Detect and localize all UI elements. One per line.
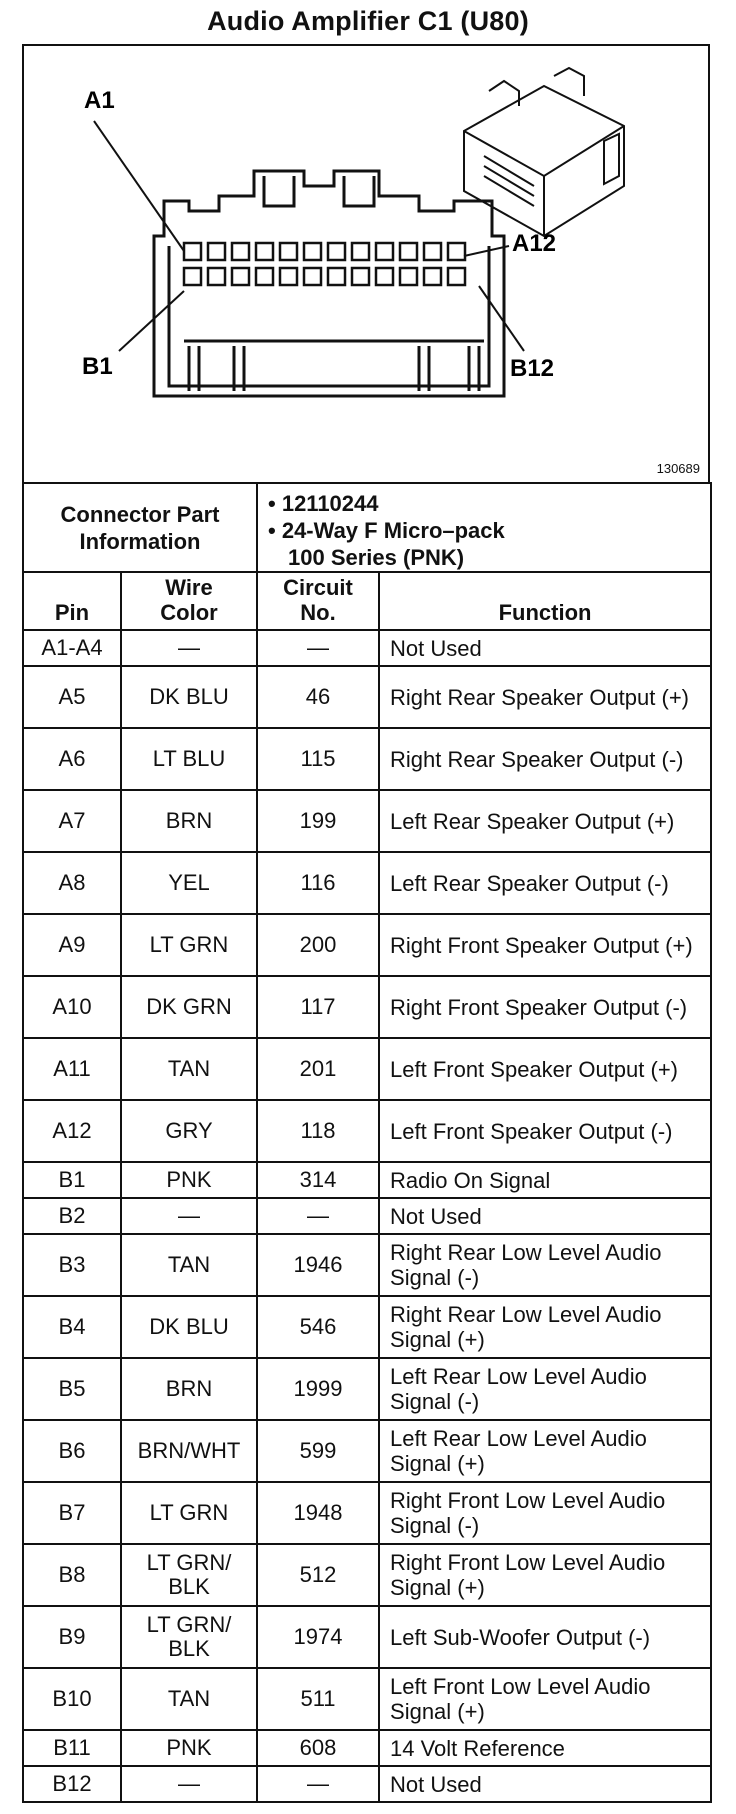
- function-cell: Left Rear Speaker Output (-): [379, 852, 711, 914]
- wire-color-cell: LT GRN/ BLK: [121, 1544, 257, 1606]
- pin-a-cavity: [424, 243, 441, 260]
- pin-b-cavity: [376, 268, 393, 285]
- pin-b-cavity: [400, 268, 417, 285]
- circuit-cell: 118: [257, 1100, 379, 1162]
- pin-b-cavity: [184, 268, 201, 285]
- wire-color-cell: YEL: [121, 852, 257, 914]
- pin-b-cavity: [208, 268, 225, 285]
- connector-description-line2: 100 Series (PNK): [288, 545, 465, 570]
- pin-cell: B1: [23, 1162, 121, 1198]
- pin-b-cavity: [328, 268, 345, 285]
- connector-drawing: [24, 46, 708, 482]
- pin-b-cavity: [304, 268, 321, 285]
- table-row: [23, 1100, 711, 1162]
- table-row: [23, 1730, 711, 1766]
- function-cell: 14 Volt Reference: [379, 1730, 711, 1766]
- wire-color-cell: —: [121, 1766, 257, 1802]
- pin-a-cavity: [208, 243, 225, 260]
- circuit-cell: 46: [257, 666, 379, 728]
- function-cell: Left Front Low Level Audio Signal (+): [379, 1668, 711, 1730]
- table-row: [23, 630, 711, 666]
- table-row: [23, 790, 711, 852]
- function-cell: Radio On Signal: [379, 1162, 711, 1198]
- function-cell: Right Front Speaker Output (-): [379, 976, 711, 1038]
- pin-cell: B7: [23, 1482, 121, 1544]
- header-row: [23, 572, 711, 630]
- table-row: [23, 1420, 711, 1482]
- circuit-cell: —: [257, 1766, 379, 1802]
- pin-cell: A7: [23, 790, 121, 852]
- function-cell: Not Used: [379, 630, 711, 666]
- pin-cell: B9: [23, 1606, 121, 1668]
- table-row: [23, 914, 711, 976]
- label-b12: B12: [510, 355, 555, 382]
- pin-b-cavity: [232, 268, 249, 285]
- pin-cell: A11: [23, 1038, 121, 1100]
- pin-row-a: [184, 243, 465, 260]
- wire-color-cell: BRN: [121, 1358, 257, 1420]
- table-row: [23, 1358, 711, 1420]
- pin-row-b: [184, 268, 465, 285]
- circuit-cell: 199: [257, 790, 379, 852]
- function-cell: Right Rear Speaker Output (-): [379, 728, 711, 790]
- wire-color-cell: BRN/WHT: [121, 1420, 257, 1482]
- pinout-table: [22, 482, 712, 1803]
- table-row: [23, 976, 711, 1038]
- part-number: • 12110244: [268, 491, 379, 516]
- connector-info-label: Connector Part Information: [23, 483, 257, 572]
- wire-color-cell: BRN: [121, 790, 257, 852]
- circuit-cell: 201: [257, 1038, 379, 1100]
- pin-cell: A5: [23, 666, 121, 728]
- connector-description-line1: • 24-Way F Micro–pack: [268, 518, 505, 543]
- function-cell: Right Rear Low Level Audio Signal (+): [379, 1296, 711, 1358]
- connector-info-row: [23, 483, 711, 572]
- function-cell: Not Used: [379, 1198, 711, 1234]
- pin-a-cavity: [232, 243, 249, 260]
- circuit-cell: 1946: [257, 1234, 379, 1296]
- pin-a-cavity: [352, 243, 369, 260]
- pin-cell: B8: [23, 1544, 121, 1606]
- label-a1: A1: [84, 87, 115, 114]
- pin-cell: A9: [23, 914, 121, 976]
- connector-diagram: [22, 44, 710, 484]
- function-cell: Right Rear Speaker Output (+): [379, 666, 711, 728]
- connector-info-values: [257, 483, 711, 572]
- header-function: Function: [379, 572, 711, 630]
- header-wire-color: Wire Color: [121, 572, 257, 630]
- table-row: [23, 1544, 711, 1606]
- wire-color-cell: TAN: [121, 1668, 257, 1730]
- table-row: [23, 1198, 711, 1234]
- pin-cell: A12: [23, 1100, 121, 1162]
- wire-color-cell: LT GRN: [121, 914, 257, 976]
- pin-cell: B12: [23, 1766, 121, 1802]
- circuit-cell: 1974: [257, 1606, 379, 1668]
- function-cell: Left Front Speaker Output (+): [379, 1038, 711, 1100]
- pin-cell: B4: [23, 1296, 121, 1358]
- circuit-cell: 608: [257, 1730, 379, 1766]
- wire-color-cell: DK GRN: [121, 976, 257, 1038]
- pin-a-cavity: [256, 243, 273, 260]
- wire-color-cell: —: [121, 630, 257, 666]
- label-a12: A12: [512, 230, 557, 257]
- wire-color-cell: DK BLU: [121, 666, 257, 728]
- function-cell: Left Sub-Woofer Output (-): [379, 1606, 711, 1668]
- wire-color-cell: PNK: [121, 1730, 257, 1766]
- pin-b-cavity: [424, 268, 441, 285]
- pin-cell: A10: [23, 976, 121, 1038]
- figure-ref-number: 130689: [656, 461, 700, 476]
- pin-cell: A1-A4: [23, 630, 121, 666]
- pin-a-cavity: [328, 243, 345, 260]
- circuit-cell: 1948: [257, 1482, 379, 1544]
- circuit-cell: 511: [257, 1668, 379, 1730]
- pin-a-cavity: [400, 243, 417, 260]
- pin-b-cavity: [280, 268, 297, 285]
- circuit-cell: 117: [257, 976, 379, 1038]
- table-row: [23, 666, 711, 728]
- pin-cell: B11: [23, 1730, 121, 1766]
- pin-cell: A8: [23, 852, 121, 914]
- wire-color-cell: LT GRN/ BLK: [121, 1606, 257, 1668]
- circuit-cell: 314: [257, 1162, 379, 1198]
- function-cell: Left Rear Speaker Output (+): [379, 790, 711, 852]
- function-cell: Right Front Low Level Audio Signal (+): [379, 1544, 711, 1606]
- pin-cell: B2: [23, 1198, 121, 1234]
- circuit-cell: 512: [257, 1544, 379, 1606]
- circuit-cell: 546: [257, 1296, 379, 1358]
- pin-a-cavity: [448, 243, 465, 260]
- circuit-cell: 599: [257, 1420, 379, 1482]
- connector-3d-sketch: [464, 68, 624, 236]
- circuit-cell: —: [257, 630, 379, 666]
- pinout-rows: [23, 630, 711, 1802]
- pin-a-cavity: [280, 243, 297, 260]
- table-row: [23, 1606, 711, 1668]
- table-row: [23, 1234, 711, 1296]
- function-cell: Right Rear Low Level Audio Signal (-): [379, 1234, 711, 1296]
- header-pin: Pin: [23, 572, 121, 630]
- wire-color-cell: TAN: [121, 1234, 257, 1296]
- table-row: [23, 1038, 711, 1100]
- pin-b-cavity: [256, 268, 273, 285]
- pin-cell: B10: [23, 1668, 121, 1730]
- pin-cell: B6: [23, 1420, 121, 1482]
- pin-a-cavity: [376, 243, 393, 260]
- table-row: [23, 1766, 711, 1802]
- wire-color-cell: LT BLU: [121, 728, 257, 790]
- wire-color-cell: TAN: [121, 1038, 257, 1100]
- circuit-cell: 116: [257, 852, 379, 914]
- wire-color-cell: LT GRN: [121, 1482, 257, 1544]
- wire-color-cell: —: [121, 1198, 257, 1234]
- function-cell: Right Front Speaker Output (+): [379, 914, 711, 976]
- table-row: [23, 728, 711, 790]
- pin-a-cavity: [304, 243, 321, 260]
- circuit-cell: 115: [257, 728, 379, 790]
- function-cell: Left Rear Low Level Audio Signal (-): [379, 1358, 711, 1420]
- table-row: [23, 852, 711, 914]
- wire-color-cell: DK BLU: [121, 1296, 257, 1358]
- table-row: [23, 1668, 711, 1730]
- function-cell: Right Front Low Level Audio Signal (-): [379, 1482, 711, 1544]
- function-cell: Left Front Speaker Output (-): [379, 1100, 711, 1162]
- circuit-cell: 1999: [257, 1358, 379, 1420]
- label-b1: B1: [82, 353, 113, 380]
- pin-cell: B5: [23, 1358, 121, 1420]
- page-title: Audio Amplifier C1 (U80): [207, 6, 529, 36]
- pin-b-cavity: [352, 268, 369, 285]
- header-circuit-no: Circuit No.: [257, 572, 379, 630]
- function-cell: Not Used: [379, 1766, 711, 1802]
- circuit-cell: 200: [257, 914, 379, 976]
- table-row: [23, 1296, 711, 1358]
- pin-cell: A6: [23, 728, 121, 790]
- table-row: [23, 1482, 711, 1544]
- pin-a-cavity: [184, 243, 201, 260]
- pin-cell: B3: [23, 1234, 121, 1296]
- pin-b-cavity: [448, 268, 465, 285]
- circuit-cell: —: [257, 1198, 379, 1234]
- function-cell: Left Rear Low Level Audio Signal (+): [379, 1420, 711, 1482]
- wire-color-cell: GRY: [121, 1100, 257, 1162]
- table-row: [23, 1162, 711, 1198]
- wire-color-cell: PNK: [121, 1162, 257, 1198]
